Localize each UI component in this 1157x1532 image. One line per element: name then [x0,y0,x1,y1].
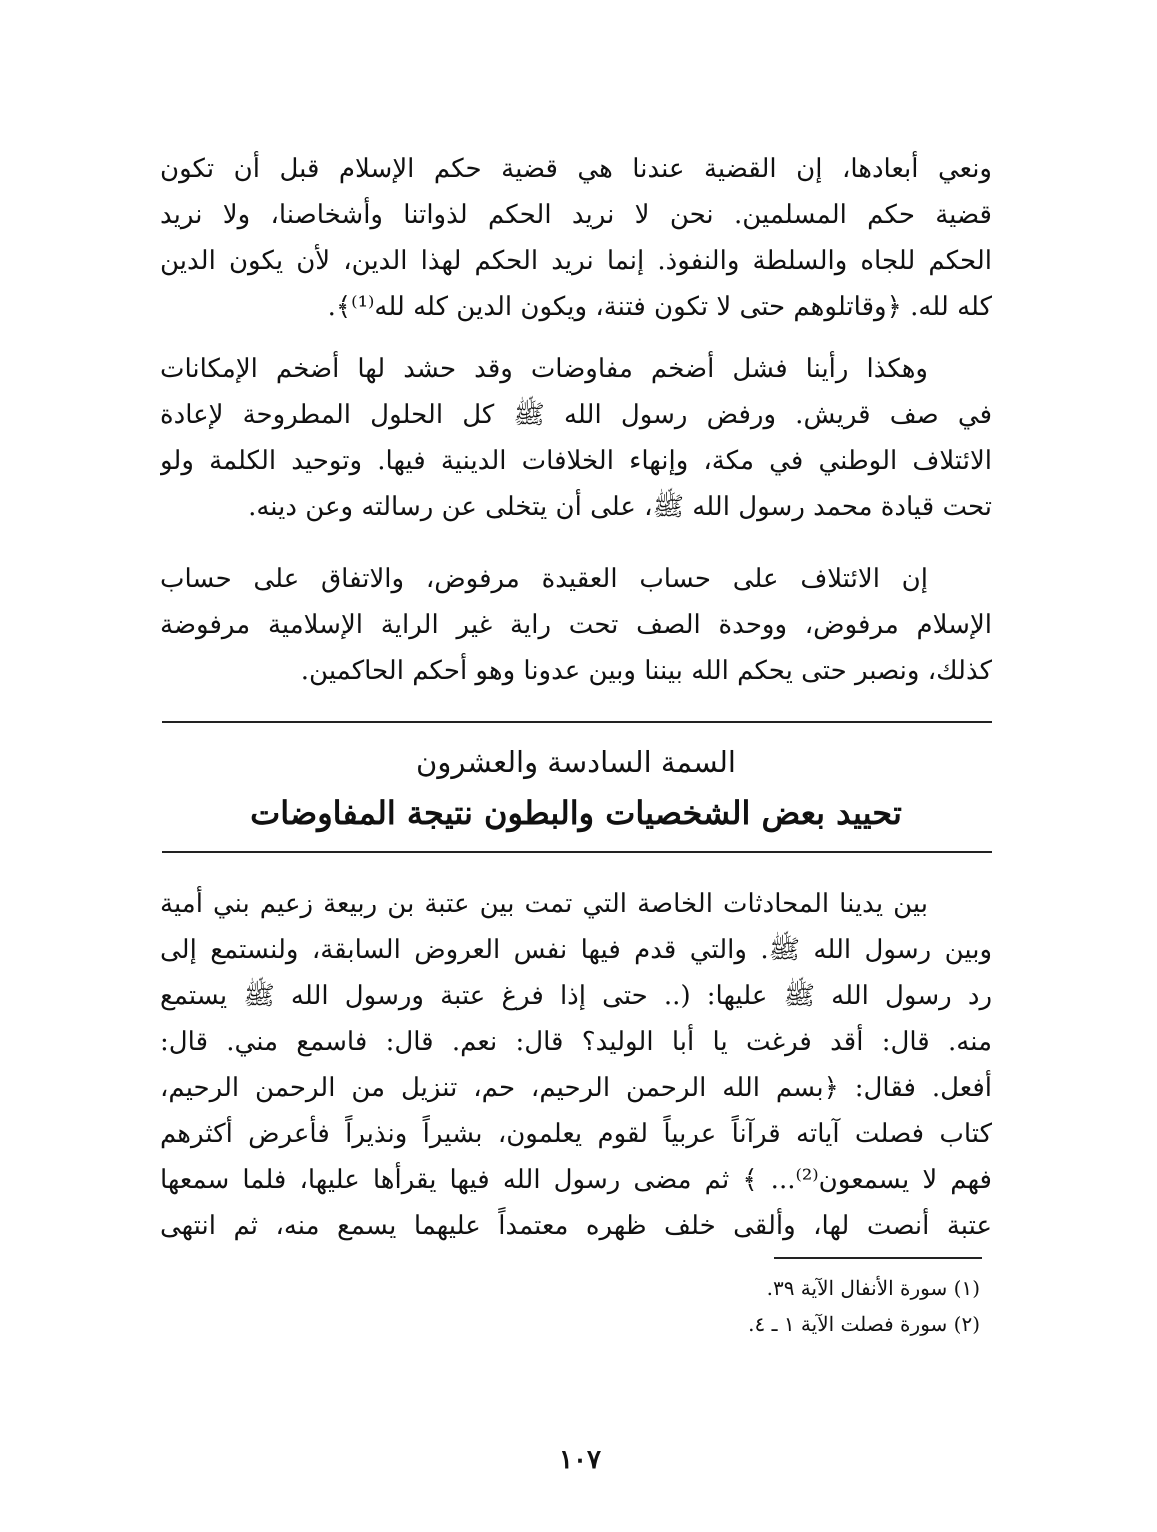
footnote-separator [774,1257,982,1259]
paragraph-line: الحكم للجاه والسلطة والنفوذ. إنما نريد الحكم لهذا الدين، لأن يكون الدين [160,246,992,276]
paragraph-line: كذلك، ونصبر حتى يحكم الله بيننا وبين عدونا وهو أحكم الحاكمين. [300,656,992,686]
section-title: السمة السادسة والعشرون [416,745,736,779]
paragraph-line: أفعل. فقال: ﴿بسم الله الرحمن الرحيم، حم، تنزيل من الرحمن الرحيم، [160,1073,992,1103]
paragraph-line: تحت قيادة محمد رسول الله ﷺ، على أن يتخلى عن رسالته وعن دينه. [248,492,992,522]
paragraph-1 [160,146,992,330]
paragraph-4 [160,881,992,1249]
paragraph-line: عتبة أنصت لها، وألقى خلف ظهره معتمداً عليهما يسمع منه، ثم انتهى [160,1211,992,1241]
paragraph-line: كله لله. ﴿وقاتلوهم حتى لا تكون فتنة، ويكون الدين كله لله⁽¹⁾﴾. [327,292,992,322]
footnote-2: (٢) سورة فصلت الآية ١ ـ ٤. [748,1312,980,1336]
paragraph-line: إن الائتلاف على حساب العقيدة مرفوض، والاتفاق على حساب [160,564,928,594]
section-bottom-rule [162,851,992,853]
section-subtitle: تحييد بعض الشخصيات والبطون نتيجة المفاوضات [250,794,902,832]
paragraph-3 [160,556,992,694]
section-top-rule [162,721,992,723]
page-number: ١٠٧ [559,1445,601,1475]
paragraph-line: ونعي أبعادها، إن القضية عندنا هي قضية حكم الإسلام قبل أن تكون [160,154,992,184]
paragraph-line: وبين رسول الله ﷺ. والتي قدم فيها نفس العروض السابقة، ولنستمع إلى [160,935,992,965]
paragraph-line: منه. قال: أقد فرغت يا أبا الوليد؟ قال: نعم. قال: فاسمع مني. قال: [160,1027,992,1057]
paragraph-2 [160,346,992,530]
paragraph-line: في صف قريش. ورفض رسول الله ﷺ كل الحلول المطروحة لإعادة [160,400,992,430]
paragraph-line: بين يدينا المحادثات الخاصة التي تمت بين عتبة بن ربيعة زعيم بني أمية [160,889,928,919]
paragraph-line: الائتلاف الوطني في مكة، وإنهاء الخلافات الدينية فيها. وتوحيد الكلمة ولو [160,446,992,476]
paragraph-line: كتاب فصلت آياته قرآناً عربياً لقوم يعلمون، بشيراً ونذيراً فأعرض أكثرهم [160,1119,992,1149]
paragraph-line: قضية حكم المسلمين. نحن لا نريد الحكم لذواتنا وأشخاصنا، ولا نريد [160,200,992,230]
paragraph-line: وهكذا رأينا فشل أضخم مفاوضات وقد حشد لها أضخم الإمكانات [160,354,928,384]
paragraph-line: رد رسول الله ﷺ عليها: (.. حتى إذا فرغ عتبة ورسول الله ﷺ يستمع [160,981,992,1011]
footnotes [560,1270,980,1342]
paragraph-line: فهم لا يسمعون⁽²⁾... ﴾ ثم مضى رسول الله فيها يقرأها عليها، فلما سمعها [160,1165,992,1195]
paragraph-line: الإسلام مرفوض، ووحدة الصف تحت راية غير الراية الإسلامية مرفوضة [160,610,992,640]
footnote-1: (١) سورة الأنفال الآية ٣٩. [766,1276,980,1300]
